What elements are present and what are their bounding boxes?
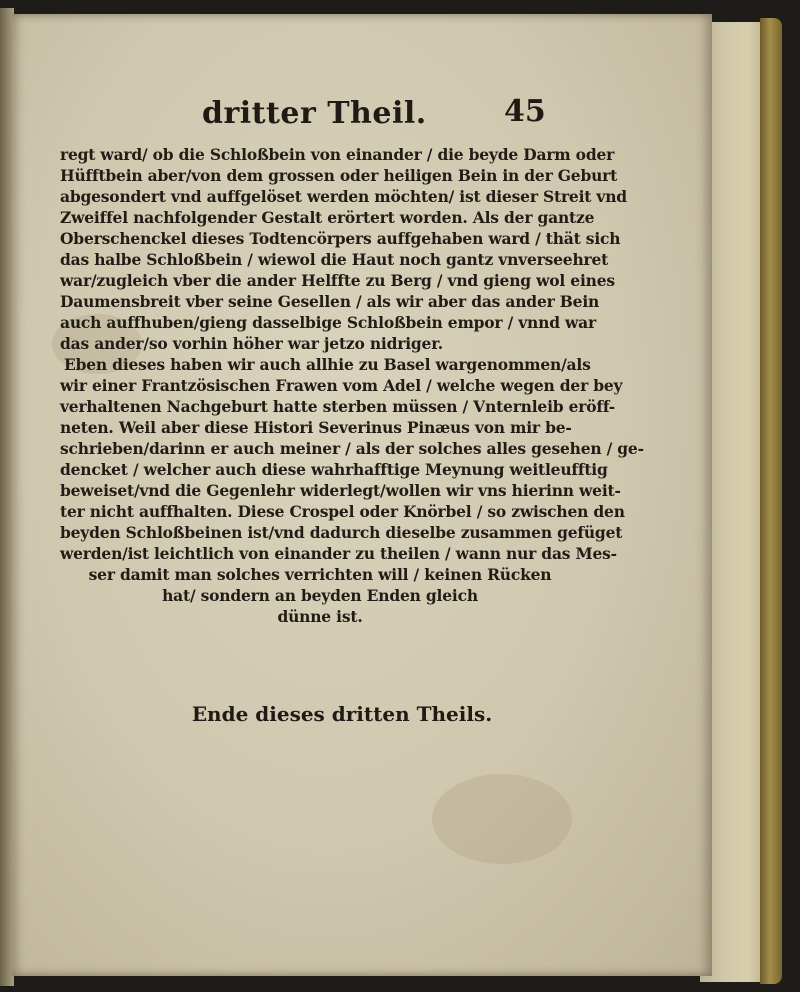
text-line: das ander/so vorhin höher war jetzo nidriger.	[60, 334, 443, 353]
book-cover-edge	[760, 18, 782, 984]
text-line: schrieben/darinn er auch meiner / als der solches alles gesehen / ge-	[60, 439, 644, 458]
page-header	[12, 92, 712, 142]
text-line: beyden Schloßbeinen ist/vnd dadurch dieselbe zusammen gefüget	[60, 523, 623, 542]
text-line: verhaltenen Nachgeburt hatte sterben müssen / Vnternleib eröff-	[60, 397, 615, 416]
colophon-text: Ende dieses dritten Theils.	[191, 702, 493, 726]
text-line: ter nicht auffhalten. Diese Crospel oder Knörbel / so zwischen den	[60, 502, 625, 521]
paper-stain	[432, 774, 572, 864]
book-page	[12, 14, 712, 976]
text-line: Zweiffel nachfolgender Gestalt erörtert worden. Als der gantze	[60, 208, 595, 227]
text-line: ser damit man solches verrichten will / keinen Rücken	[88, 565, 552, 584]
page-number: 45	[504, 94, 546, 129]
text-line: Hüfftbein aber/von dem grossen oder heiligen Bein in der Geburt	[60, 166, 618, 185]
text-line: Oberschenckel dieses Todtencörpers auffgehaben ward / thät sich	[60, 229, 621, 248]
text-line: abgesondert vnd auffgelöset werden möchten/ ist dieser Streit vnd	[60, 187, 627, 206]
text-body	[60, 144, 644, 627]
text-line: auch auffhuben/gieng dasselbige Schloßbein empor / vnnd war	[60, 313, 596, 332]
text-line: dencket / welcher auch diese wahrhafftige Meynung weitleufftig	[60, 460, 608, 479]
text-line: war/zugleich vber die ander Helffte zu Berg / vnd gieng wol eines	[60, 271, 615, 290]
text-line: werden/ist leichtlich von einander zu theilen / wann nur das Mes-	[60, 544, 617, 563]
running-head: dritter Theil.	[202, 96, 427, 131]
text-line: das halbe Schloßbein / wiewol die Haut noch gantz vnverseehret	[60, 250, 609, 269]
text-line: regt ward/ ob die Schloßbein von einander / die beyde Darm oder	[60, 145, 615, 164]
text-line: wir einer Frantzösischen Frawen vom Adel / welche wegen der bey	[60, 376, 623, 395]
text-line: hat/ sondern an beyden Enden gleich	[162, 586, 478, 605]
text-line: beweiset/vnd die Gegenlehr widerlegt/wollen wir vns hierinn weit-	[60, 481, 621, 500]
text-line: Eben dieses haben wir auch allhie zu Basel wargenommen/als	[64, 355, 591, 374]
text-line: Daumensbreit vber seine Gesellen / als wir aber das ander Bein	[60, 292, 600, 311]
colophon	[12, 702, 712, 726]
text-line: dünne ist.	[277, 607, 363, 626]
text-line: neten. Weil aber diese Histori Severinus Pinæus von mir be-	[60, 418, 572, 437]
